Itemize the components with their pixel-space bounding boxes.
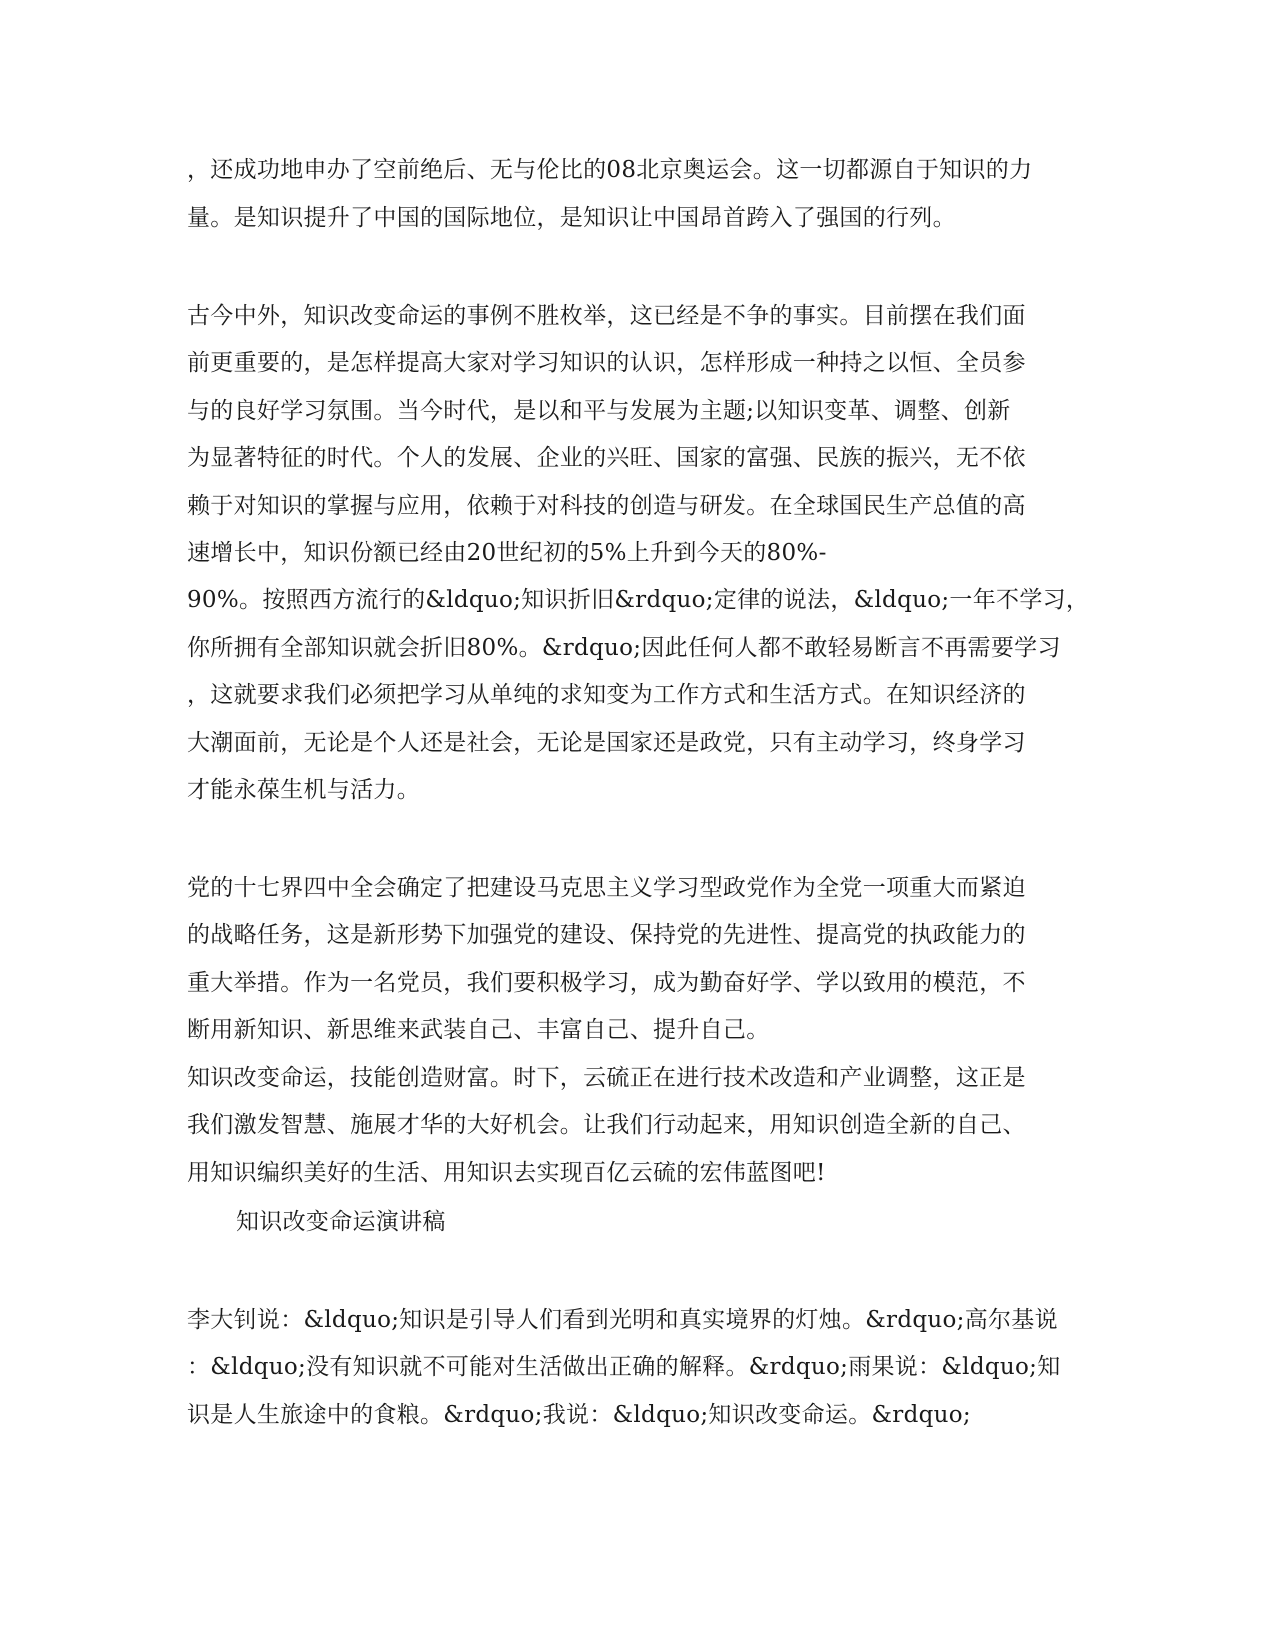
paragraph-line: 速增长中，知识份额已经由20世纪初的5%上升到今天的80%- xyxy=(187,540,827,566)
paragraph-line: 重大举措。作为一名党员，我们要积极学习，成为勤奋好学、学以致用的模范，不 xyxy=(187,970,1026,996)
paragraph-line: 断用新知识、新思维来武装自己、丰富自己、提升自己。 xyxy=(187,1017,770,1043)
paragraph-line: 才能永葆生机与活力。 xyxy=(187,777,420,803)
paragraph-line: 你所拥有全部知识就会折旧80%。&rdquo;因此任何人都不敢轻易断言不再需要学习 xyxy=(187,635,1061,661)
paragraph-line: 与的良好学习氛围。当今时代，是以和平与发展为主题;以知识变革、调整、创新 xyxy=(187,398,1011,424)
paragraph-line: 量。是知识提升了中国的国际地位，是知识让中国昂首跨入了强国的行列。 xyxy=(187,205,956,231)
paragraph-line: 用知识编织美好的生活、用知识去实现百亿云硫的宏伟蓝图吧! xyxy=(187,1160,826,1186)
paragraph-line: 赖于对知识的掌握与应用，依赖于对科技的创造与研发。在全球国民生产总值的高 xyxy=(187,493,1026,519)
paragraph-line: 我们激发智慧、施展才华的大好机会。让我们行动起来，用知识创造全新的自己、 xyxy=(187,1112,1026,1138)
paragraph-line: 古今中外，知识改变命运的事例不胜枚举，这已经是不争的事实。目前摆在我们面 xyxy=(187,303,1026,329)
document-title: 知识改变命运演讲稿 xyxy=(236,1209,446,1235)
paragraph-line: ，这就要求我们必须把学习从单纯的求知变为工作方式和生活方式。在知识经济的 xyxy=(187,682,1026,708)
paragraph-line: 为显著特征的时代。个人的发展、企业的兴旺、国家的富强、民族的振兴，无不依 xyxy=(187,445,1026,471)
paragraph-line: 的战略任务，这是新形势下加强党的建设、保持党的先进性、提高党的执政能力的 xyxy=(187,922,1026,948)
paragraph-line: ：&ldquo;没有知识就不可能对生活做出正确的解释。&rdquo;雨果说：&ldquo;知 xyxy=(187,1354,1061,1380)
paragraph-line: 90%。按照西方流行的&ldquo;知识折旧&rdquo;定律的说法，&ldquo;一年不学习， xyxy=(187,587,1090,613)
paragraph-line: ，还成功地申办了空前绝后、无与伦比的08北京奥运会。这一切都源自于知识的力 xyxy=(187,157,1033,183)
paragraph-line: 识是人生旅途中的食粮。&rdquo;我说：&ldquo;知识改变命运。&rdquo; xyxy=(187,1402,971,1428)
paragraph-line: 大潮面前，无论是个人还是社会，无论是国家还是政党，只有主动学习，终身学习 xyxy=(187,730,1026,756)
paragraph-line: 知识改变命运，技能创造财富。时下，云硫正在进行技术改造和产业调整，这正是 xyxy=(187,1065,1026,1091)
paragraph-line: 前更重要的，是怎样提高大家对学习知识的认识，怎样形成一种持之以恒、全员参 xyxy=(187,350,1026,376)
paragraph-line: 党的十七界四中全会确定了把建设马克思主义学习型政党作为全党一项重大而紧迫 xyxy=(187,875,1026,901)
paragraph-line: 李大钊说：&ldquo;知识是引导人们看到光明和真实境界的灯烛。&rdquo;高尔基说 xyxy=(187,1307,1058,1333)
